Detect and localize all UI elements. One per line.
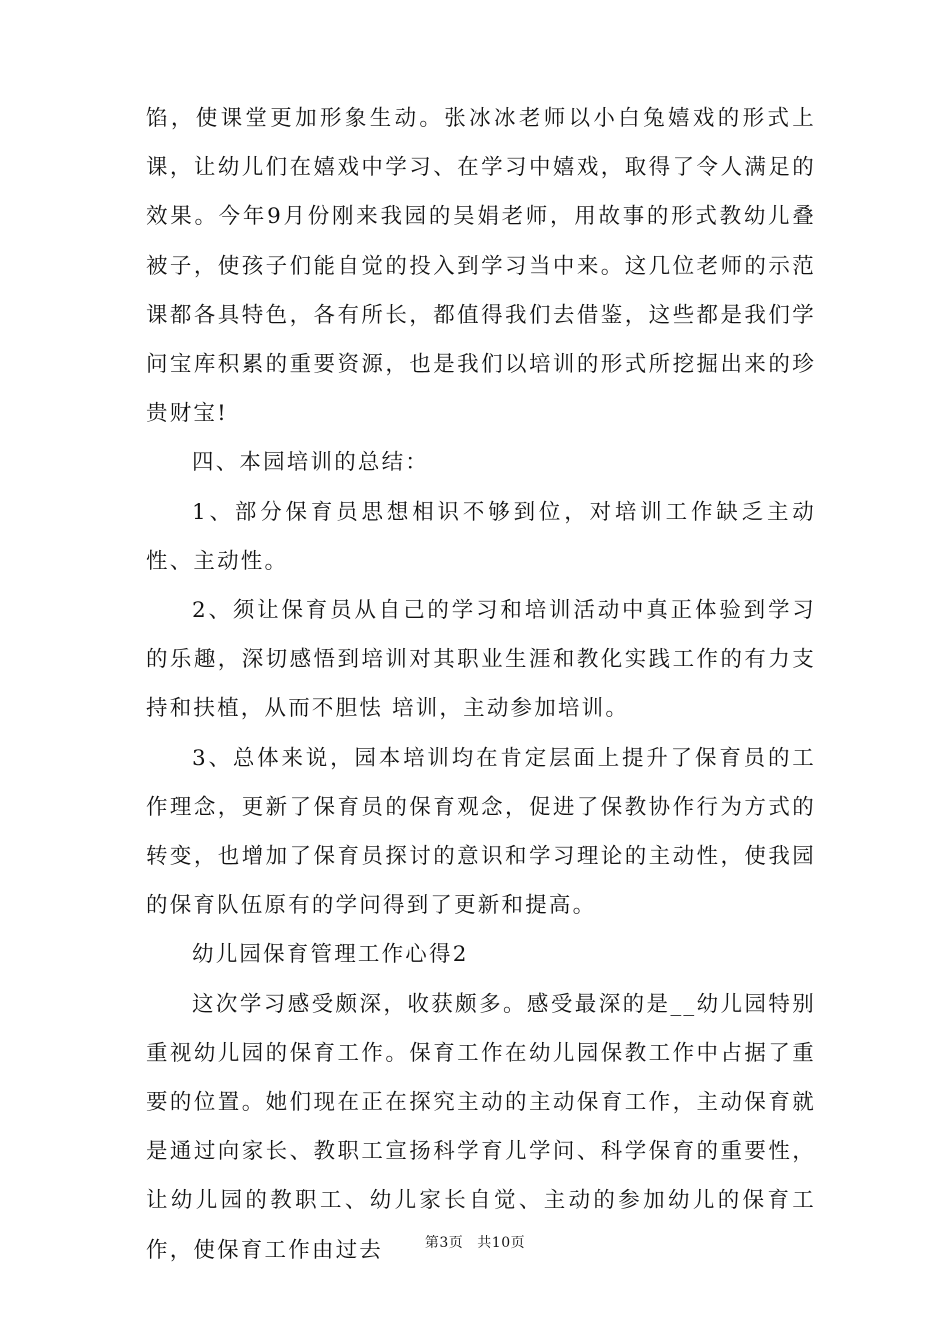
document-page (146, 94, 816, 1275)
page-number: 第3页 (424, 1235, 464, 1251)
section-heading-4: 四、本园培训的总结： (192, 450, 430, 476)
list-item-1: 1、部分保育员思想相识不够到位，对培训工作缺乏主动性、主动性。 (146, 499, 816, 574)
list-item-2: 2、须让保育员从自己的学习和培训活动中真正体验到学习的乐趣，深切感悟到培训对其职业生涯和教化实践工作的有力支持和扶植，从而不胆怯 培训，主动参加培训。 (146, 598, 816, 722)
page-footer (0, 1232, 950, 1252)
list-item-3: 3、总体来说，园本培训均在肯定层面上提升了保育员的工作理念，更新了保育员的保育观念，促进了保教协作行为方式的转变，也增加了保育员探讨的意识和学习理论的主动性，使我园的保育队伍原有的学问得到了更新和提高。 (146, 745, 816, 919)
page-total: 共10页 (477, 1235, 526, 1251)
paragraph-body-2: 这次学习感受颇深，收获颇多。感受最深的是__幼儿园特别重视幼儿园的保育工作。保育工作在幼儿园保教工作中占据了重要的位置。她们现在正在探究主动的主动保育工作，主动保育就是通过向家长、教职工宣扬科学育儿学问、科学保育的重要性，让幼儿园的教职工、幼儿家长自觉、主动的参加幼儿的保育工作，使保育工作由过去 (146, 991, 816, 1263)
paragraph-continuation: 馅，使课堂更加形象生动。张冰冰老师以小白兔嬉戏的形式上课，让幼儿们在嬉戏中学习、在学习中嬉戏，取得了令人满足的效果。今年9月份刚来我园的吴娟老师，用故事的形式教幼儿叠被子，使孩子们能自觉的投入到学习当中来。这几位老师的示范课都各具特色，各有所长，都值得我们去借鉴，这些都是我们学问宝库积累的重要资源，也是我们以培训的形式所挖掘出来的珍贵财宝! (146, 106, 816, 427)
article-title-2: 幼儿园保育管理工作心得2 (192, 942, 469, 968)
